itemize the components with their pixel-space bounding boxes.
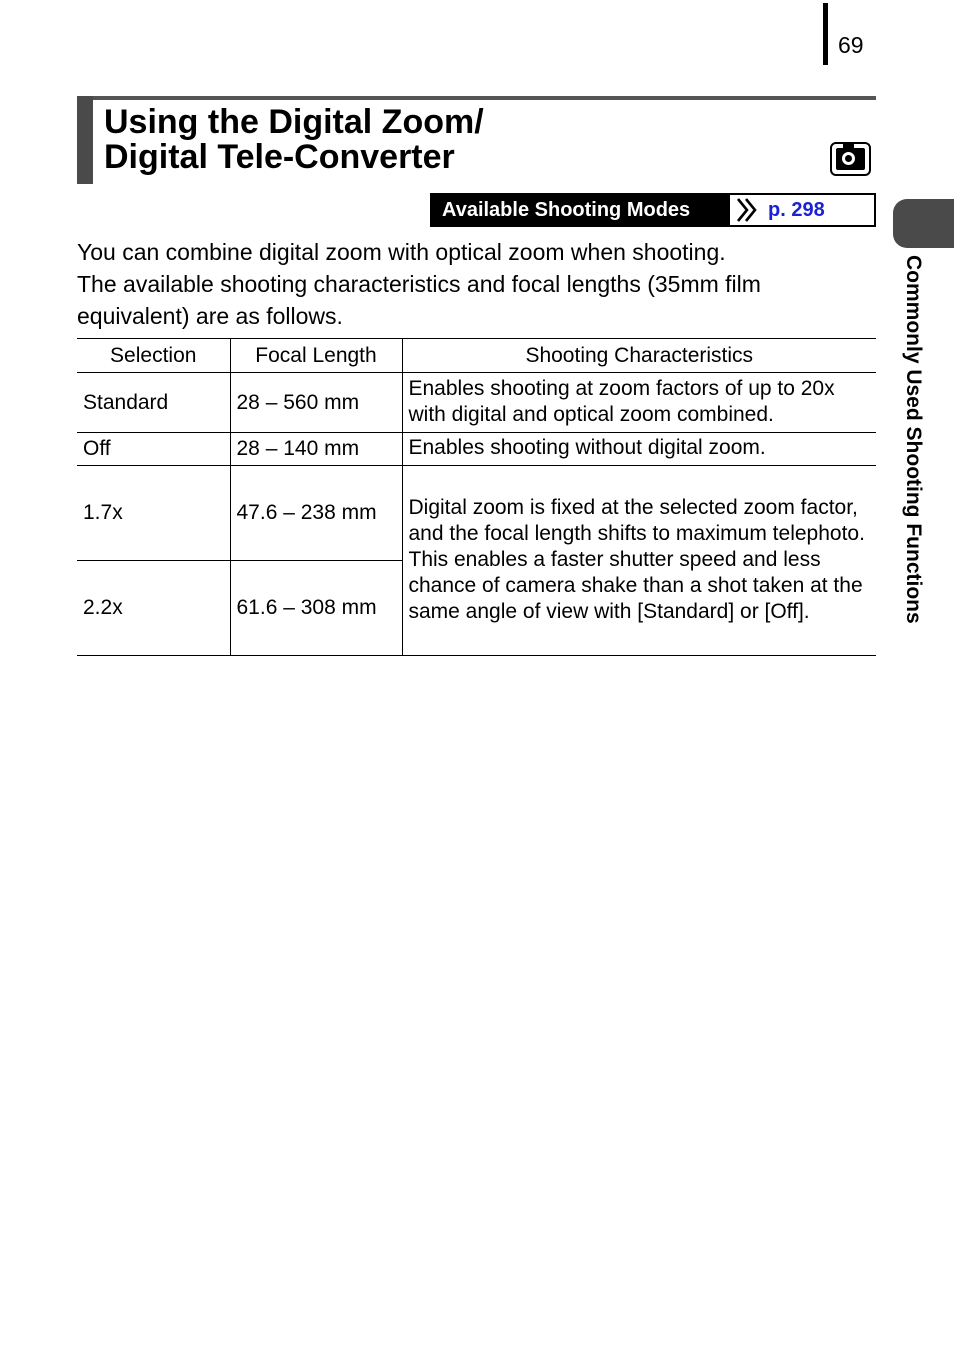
shared-characteristics-cell	[402, 466, 876, 656]
title-rule	[77, 96, 876, 100]
characteristics-cell: Enables shooting at zoom factors of up to 20x with digital and optical zoom combined.	[402, 373, 876, 433]
intro-line-2: The available shooting characteristics and focal lengths (35mm film equivalent) are as follows.	[77, 271, 761, 329]
page-number-bar	[823, 3, 828, 65]
shooting-modes-label: Available Shooting Modes	[432, 195, 730, 225]
table-row	[77, 373, 876, 433]
title-line-1: Using the Digital Zoom/	[104, 103, 484, 141]
side-tab-marker	[893, 199, 954, 248]
selection-cell: 2.2x	[77, 561, 230, 656]
title-line-2: Digital Tele-Converter	[104, 138, 455, 176]
section-side-label: Commonly Used Shooting Functions	[902, 255, 925, 624]
intro-line-1: You can combine digital zoom with optical zoom when shooting.	[77, 239, 726, 265]
header-selection: Selection	[77, 339, 230, 373]
available-shooting-modes	[430, 193, 876, 227]
table-row	[77, 466, 876, 561]
selection-cell: Standard	[77, 373, 230, 433]
page-reference-link[interactable]: p. 298	[768, 199, 825, 221]
focal-length-cell: 61.6 – 308 mm	[230, 561, 402, 656]
page-title	[104, 105, 484, 175]
characteristics-part-1: Digital zoom is fixed at the selected zoom factor, and the focal length shifts to maximum telephoto.	[408, 495, 865, 545]
page-number: 69	[838, 32, 864, 58]
table-header-row	[77, 339, 876, 373]
characteristics-cell: Enables shooting without digital zoom.	[402, 433, 876, 466]
double-chevron-right-icon	[730, 195, 764, 225]
header-shooting-characteristics: Shooting Characteristics	[402, 339, 876, 373]
zoom-settings-table	[77, 338, 876, 656]
selection-cell: Off	[77, 433, 230, 466]
table-row	[77, 433, 876, 466]
header-focal-length: Focal Length	[230, 339, 402, 373]
focal-length-cell: 28 – 140 mm	[230, 433, 402, 466]
title-accent-bar	[77, 96, 93, 184]
intro-text	[77, 236, 877, 332]
selection-cell: 1.7x	[77, 466, 230, 561]
camera-icon	[830, 142, 871, 176]
focal-length-cell: 28 – 560 mm	[230, 373, 402, 433]
characteristics-part-2: This enables a faster shutter speed and less chance of camera shake than a shot taken at the same angle of view with [Standard] or [Off].	[408, 547, 863, 623]
focal-length-cell: 47.6 – 238 mm	[230, 466, 402, 561]
